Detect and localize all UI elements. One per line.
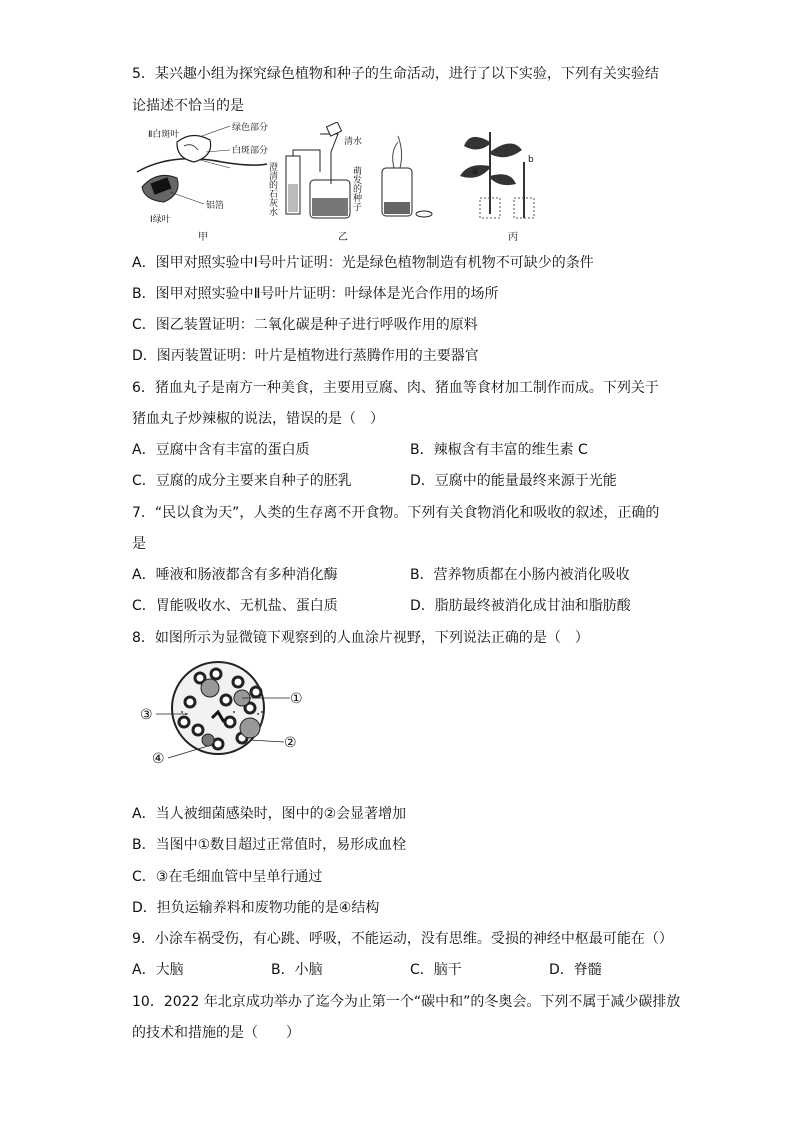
q8-option-b: B．当图中①数目超过正常值时，易形成血栓 [132, 837, 407, 853]
q7-option-b: B．营养物质都在小肠内被消化吸收 [410, 567, 630, 583]
q5-option-c: C．图乙装置证明：二氧化碳是种子进行呼吸作用的原料 [132, 317, 478, 333]
marker-4: ④ [152, 751, 165, 767]
q5-stem-line1: 5．某兴趣小组为探究绿色植物和种子的生命活动，进行了以下实验，下列有关实验结 [132, 66, 659, 82]
label-leaf2: Ⅱ白斑叶 [148, 130, 180, 140]
q9-stem: 9．小涂车祸受伤，有心跳、呼吸，不能运动，没有思维。受损的神经中枢最可能在（） [132, 931, 673, 947]
caption-jia: 甲 [198, 232, 208, 242]
q7-option-c: C．胃能吸收水、无机盐、蛋白质 [132, 598, 338, 614]
q6-option-d: D．豆腐中的能量最终来源于光能 [410, 473, 617, 489]
q5-stem-line2: 论描述不恰当的是 [132, 98, 244, 114]
figure-bing [460, 132, 534, 242]
label-leaf1: Ⅰ绿叶 [150, 215, 171, 225]
q6-option-b: B．辣椒含有丰富的维生素 C [410, 442, 588, 458]
caption-yi: 乙 [338, 232, 348, 242]
label-white-part: 白斑部分 [232, 146, 269, 156]
q10-stem-line1: 10．2022 年北京成功举办了迄今为止第一个“碳中和”的冬奥会。下列不属于减少碳排放 [132, 994, 681, 1010]
label-seeds: 萌发的种子 [351, 166, 361, 211]
q9-option-d: D．脊髓 [549, 962, 602, 978]
blood-smear-figure [138, 652, 318, 772]
q6-option-a: A．豆腐中含有丰富的蛋白质 [132, 442, 310, 458]
label-a: a [472, 167, 478, 177]
q5-option-b: B．图甲对照实验中Ⅱ号叶片证明：叶绿体是光合作用的场所 [132, 286, 499, 302]
label-b: b [528, 155, 534, 165]
q5-figure [132, 122, 452, 242]
q7-stem-line1: 7．“民以食为天”，人类的生存离不开食物。下列有关食物消化和吸收的叙述，正确的 [132, 505, 660, 521]
label-green-part: 绿色部分 [232, 123, 269, 133]
marker-1: ① [290, 691, 303, 707]
q7-option-d: D．脂肪最终被消化成甘油和脂肪酸 [410, 598, 631, 614]
label-clear-water: 清水 [344, 137, 363, 147]
q10-stem-line2: 的技术和措施的是（ ） [132, 1025, 300, 1041]
q6-stem-line2: 猪血丸子炒辣椒的说法，错误的是（ ） [132, 411, 384, 427]
q8-option-d: D．担负运输养料和废物功能的是④结构 [132, 900, 380, 916]
q6-stem-line1: 6．猪血丸子是南方一种美食，主要用豆腐、肉、猪血等食材加工制作而成。下列关于 [132, 380, 659, 396]
q9-option-b: B．小脑 [271, 962, 323, 978]
marker-2: ② [284, 735, 297, 751]
q9-option-c: C．脑干 [410, 962, 462, 978]
q6-option-c: C．豆腐的成分主要来自种子的胚乳 [132, 473, 352, 489]
figure-yi [267, 122, 432, 242]
caption-bing: 丙 [508, 232, 518, 242]
q7-option-a: A．唾液和肠液都含有多种消化酶 [132, 567, 338, 583]
figure-jia [137, 122, 268, 242]
q7-stem-line2: 是 [132, 536, 146, 552]
q8-option-c: C．③在毛细血管中呈单行通过 [132, 869, 323, 885]
q5-option-d: D．图丙装置证明：叶片是植物进行蒸腾作用的主要器官 [132, 348, 479, 364]
marker-3: ③ [140, 707, 153, 723]
q5-figure-bing [450, 122, 540, 242]
q8-stem: 8．如图所示为显微镜下观察到的人血涂片视野，下列说法正确的是（ ） [132, 630, 589, 646]
label-limewater: 澄清的石灰水 [267, 162, 277, 216]
q8-option-a: A．当人被细菌感染时，图中的②会显著增加 [132, 806, 407, 822]
label-foil: 铝箔 [206, 201, 225, 211]
q9-option-a: A．大脑 [132, 962, 184, 978]
q5-option-a: A．图甲对照实验中Ⅰ号叶片证明：光是绿色植物制造有机物不可缺少的条件 [132, 255, 594, 271]
